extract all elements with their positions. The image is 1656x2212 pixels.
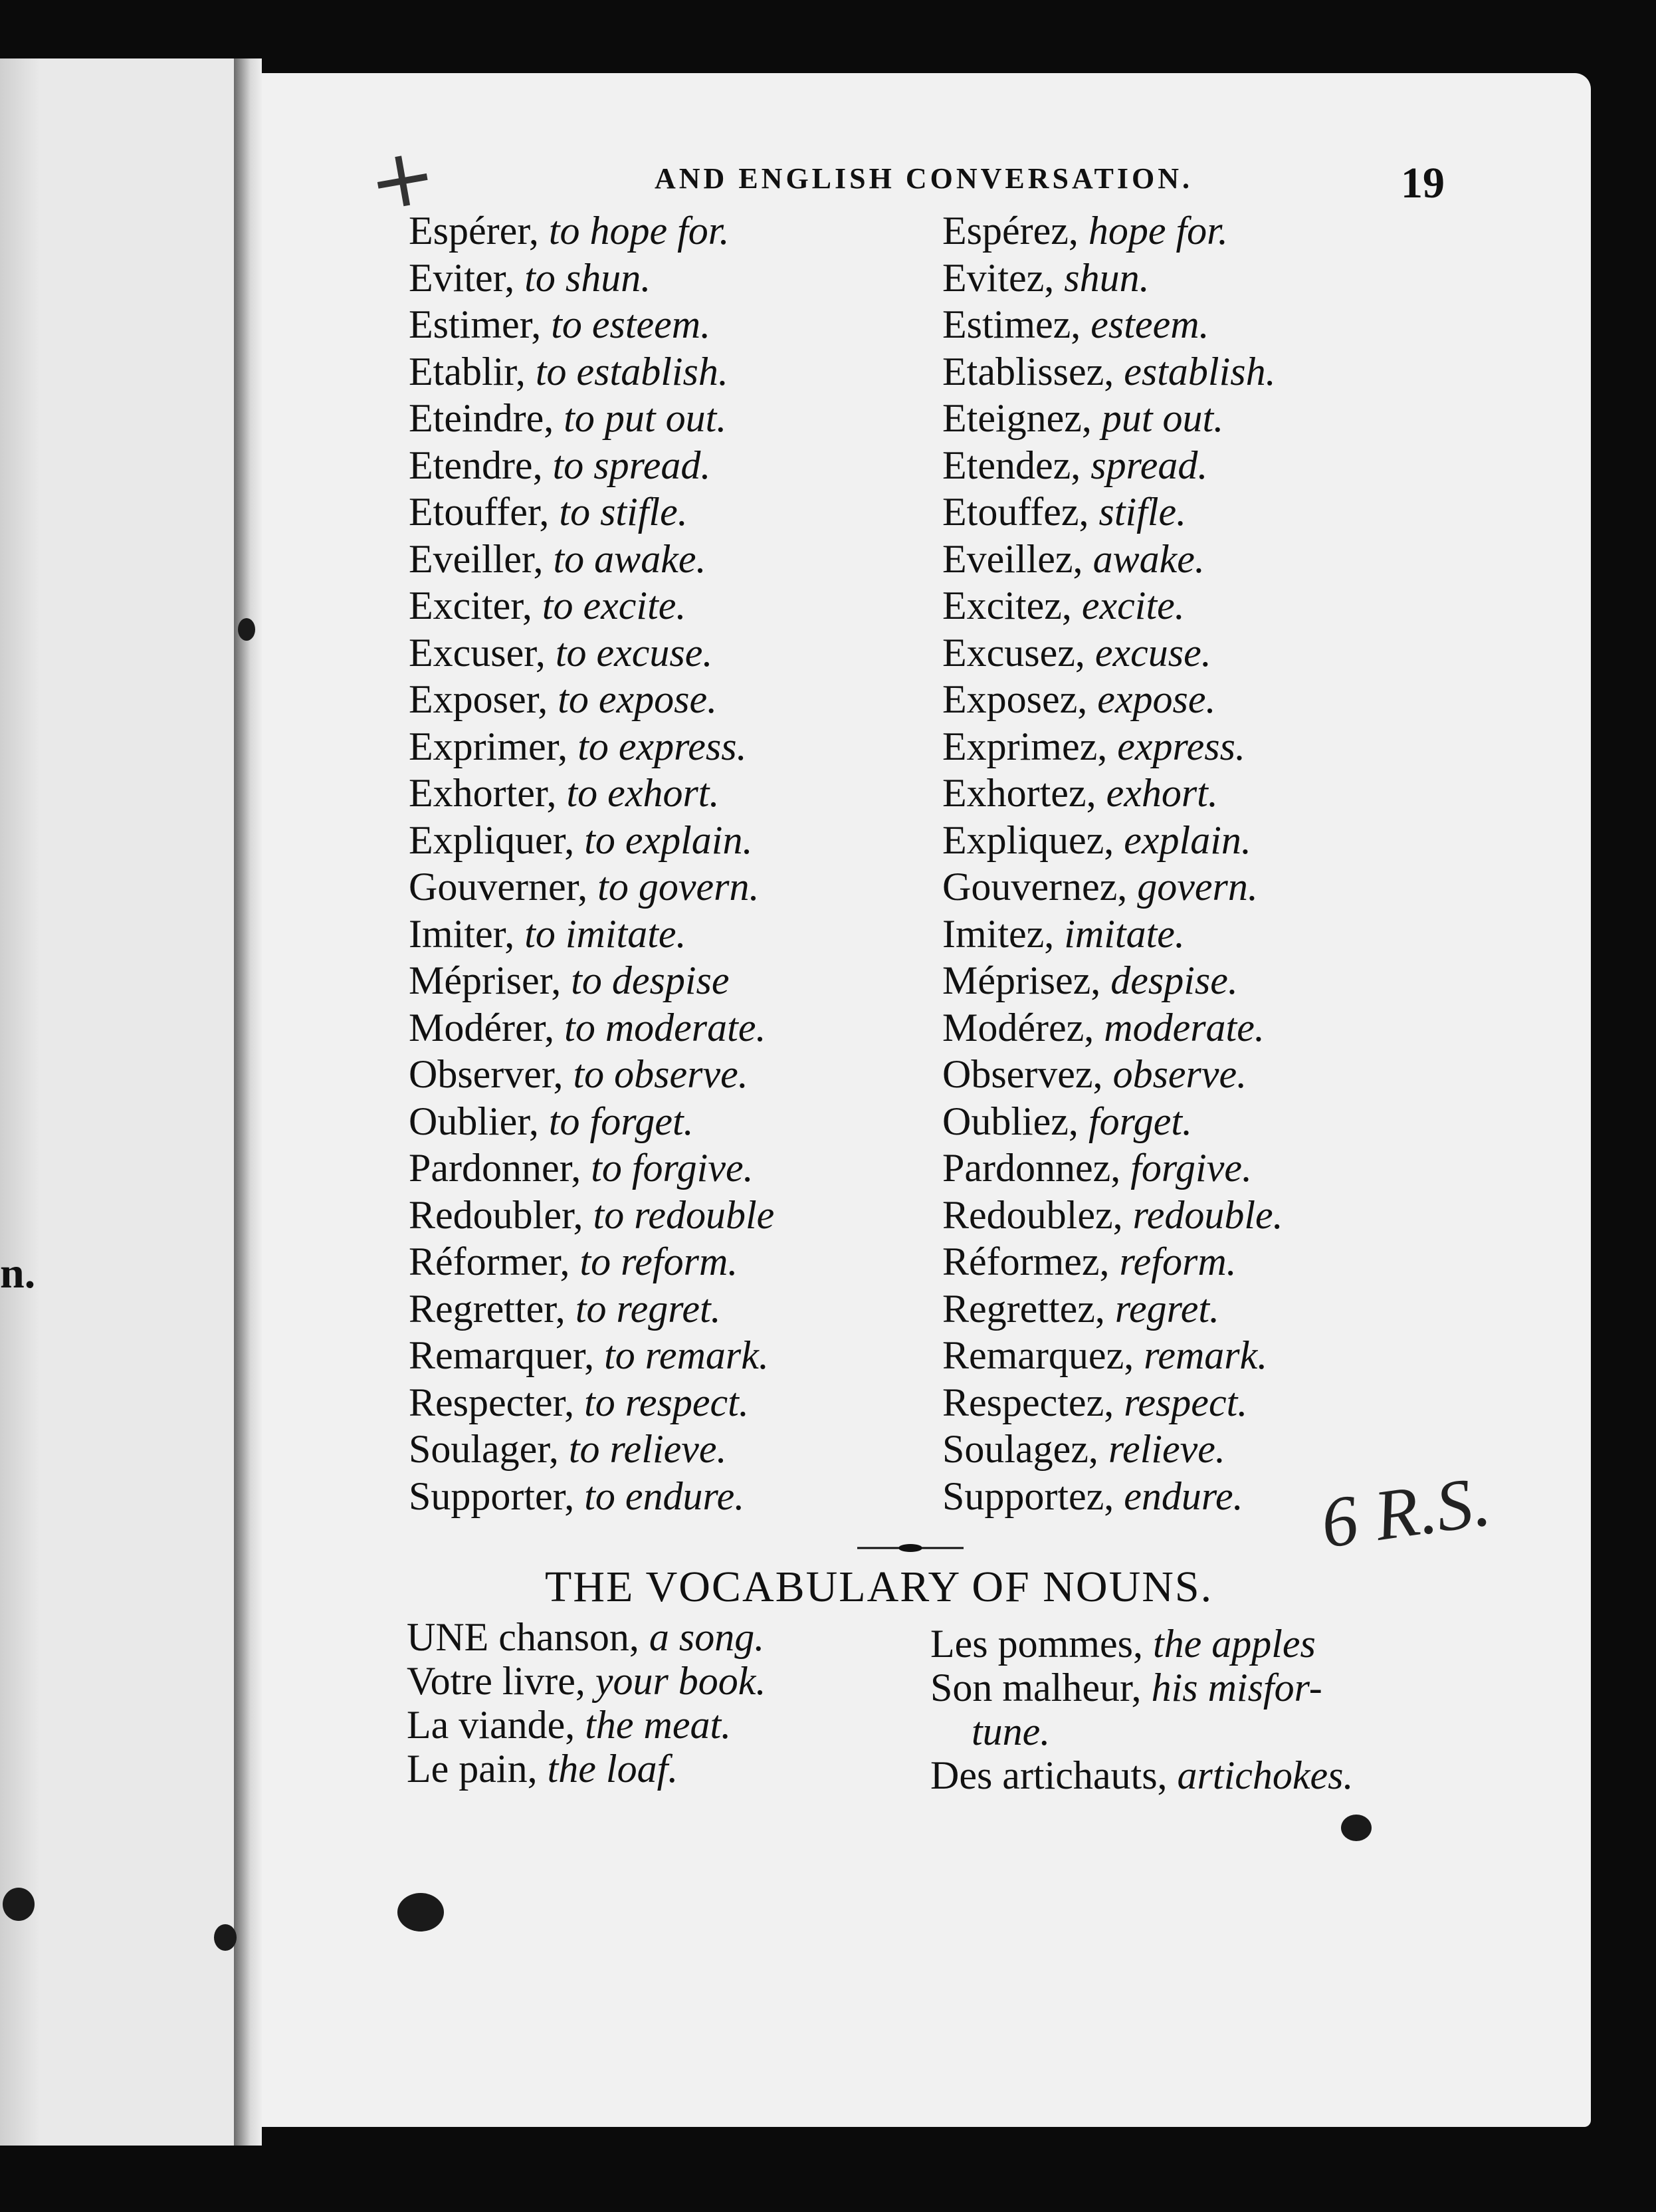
- imperative-entry: [942, 255, 1283, 302]
- english-translation: explain.: [1124, 818, 1251, 862]
- infinitive-entry: [409, 301, 774, 348]
- english-translation: stifle.: [1098, 490, 1187, 534]
- english-translation: respect.: [1124, 1380, 1248, 1424]
- infinitive-entry: [409, 770, 774, 817]
- english-translation: to awake.: [553, 536, 706, 581]
- left-page-edge: [0, 58, 40, 2146]
- english-translation: to endure.: [584, 1474, 745, 1518]
- ink-stain: [214, 1924, 237, 1951]
- french-word: Eveiller,: [409, 536, 544, 581]
- french-word: Estimez,: [942, 302, 1081, 346]
- imperative-entry: [942, 1379, 1283, 1426]
- noun-entry: [407, 1747, 766, 1791]
- french-word: Modérez,: [942, 1005, 1094, 1050]
- imperative-entry: [942, 1051, 1283, 1098]
- imperative-entry: [942, 348, 1283, 395]
- section-title: THE VOCABULARY OF NOUNS.: [545, 1563, 1213, 1611]
- french-word: Etendre,: [409, 443, 543, 487]
- imperative-entry: [942, 957, 1283, 1004]
- french-word: Votre livre,: [407, 1659, 585, 1703]
- infinitive-entry: [409, 1145, 774, 1192]
- imperative-entry: [942, 442, 1283, 489]
- english-translation: exhort.: [1106, 771, 1218, 815]
- french-word: Regrettez,: [942, 1286, 1105, 1331]
- french-word: Evitez,: [942, 255, 1055, 300]
- french-word: Exprimer,: [409, 724, 568, 768]
- noun-entry: [407, 1615, 766, 1659]
- noun-entry: [930, 1622, 1353, 1666]
- french-word: Estimer,: [409, 302, 542, 346]
- french-word: Imitez,: [942, 911, 1055, 956]
- french-word: Imiter,: [409, 911, 515, 956]
- english-translation: to put out.: [564, 396, 727, 440]
- imperative-entry: [942, 207, 1283, 255]
- english-translation: observe.: [1112, 1052, 1247, 1096]
- imperative-entry: [942, 1426, 1283, 1473]
- imperative-entry: [942, 863, 1283, 911]
- french-word: Remarquer,: [409, 1333, 595, 1377]
- english-translation: to hope for.: [548, 209, 730, 253]
- french-word: Modérer,: [409, 1005, 555, 1050]
- french-word: Etouffer,: [409, 490, 550, 534]
- english-translation: forgive.: [1130, 1146, 1252, 1190]
- ink-stain: [397, 1893, 444, 1932]
- english-translation: to excite.: [542, 584, 686, 627]
- page-number: 19: [1401, 159, 1445, 207]
- english-translation: esteem.: [1090, 302, 1209, 346]
- infinitive-entry: [409, 957, 774, 1004]
- french-word: Oubliez,: [942, 1099, 1079, 1143]
- french-word: Exhortez,: [942, 771, 1096, 815]
- infinitive-entry: [409, 255, 774, 302]
- french-word: Oublier,: [409, 1099, 539, 1143]
- english-translation: to explain.: [584, 818, 753, 862]
- french-word: Regretter,: [409, 1286, 566, 1331]
- ink-stain: [1341, 1815, 1372, 1841]
- infinitive-entry: [409, 1426, 774, 1473]
- infinitive-entry: [409, 442, 774, 489]
- english-translation: to moderate.: [564, 1005, 766, 1050]
- french-word: Pardonner,: [409, 1146, 581, 1190]
- english-translation: to govern.: [597, 865, 760, 909]
- french-word: Eteignez,: [942, 396, 1092, 440]
- noun-entry: [930, 1753, 1353, 1797]
- english-translation: put out.: [1101, 396, 1224, 440]
- continuation-text: tune.: [972, 1710, 1051, 1753]
- english-translation: govern.: [1137, 865, 1258, 909]
- french-word: Respecter,: [409, 1380, 575, 1424]
- english-translation: to express.: [577, 724, 747, 768]
- french-word: Expliquer,: [409, 818, 575, 862]
- french-word: Mépriser,: [409, 958, 562, 1002]
- english-translation: establish.: [1124, 349, 1276, 393]
- nouns-left-column: [407, 1615, 766, 1791]
- imperative-entry: [942, 536, 1283, 583]
- french-word: Les pommes,: [930, 1622, 1143, 1666]
- french-word: Exhorter,: [409, 771, 557, 815]
- imperative-entry: [942, 723, 1283, 770]
- french-word: UNE chanson,: [407, 1615, 639, 1659]
- infinitive-entry: [409, 1051, 774, 1098]
- english-translation: artichokes.: [1177, 1753, 1354, 1797]
- infinitive-entry: [409, 863, 774, 911]
- english-translation: redouble.: [1132, 1192, 1283, 1237]
- infinitive-entry: [409, 1238, 774, 1285]
- infinitive-entry: [409, 817, 774, 864]
- imperative-entry: [942, 676, 1283, 723]
- running-head: AND ENGLISH CONVERSATION.: [655, 162, 1193, 195]
- infinitive-entry: [409, 1285, 774, 1333]
- imperative-entry: [942, 489, 1283, 536]
- english-translation: to redouble: [593, 1192, 775, 1237]
- french-word: Gouvernez,: [942, 865, 1128, 909]
- infinitive-entry: [409, 348, 774, 395]
- english-translation: excuse.: [1094, 630, 1211, 675]
- english-translation: regret.: [1114, 1286, 1220, 1331]
- english-translation: your book.: [595, 1659, 766, 1703]
- english-translation: shun.: [1064, 255, 1150, 300]
- infinitive-column: [409, 207, 774, 1519]
- english-translation: to shun.: [524, 255, 651, 300]
- english-translation: despise.: [1110, 958, 1238, 1002]
- french-word: Excitez,: [942, 584, 1072, 627]
- ink-stain: [238, 618, 255, 641]
- left-page-fragment: n.: [0, 1249, 36, 1297]
- english-translation: to establish.: [535, 349, 728, 393]
- english-translation: spread.: [1090, 443, 1208, 487]
- french-word: Excusez,: [942, 630, 1085, 675]
- french-word: Des artichauts,: [930, 1753, 1168, 1797]
- english-translation: the meat.: [585, 1703, 732, 1747]
- infinitive-entry: [409, 489, 774, 536]
- imperative-entry: [942, 1285, 1283, 1333]
- english-translation: the apples: [1152, 1622, 1316, 1666]
- french-word: Etendez,: [942, 443, 1081, 487]
- english-translation: to forget.: [548, 1099, 694, 1143]
- english-translation: to regret.: [575, 1286, 721, 1331]
- english-translation: hope for.: [1088, 209, 1228, 253]
- french-word: Gouverner,: [409, 865, 588, 909]
- english-translation: to esteem.: [551, 302, 711, 346]
- french-word: Respectez,: [942, 1380, 1114, 1424]
- english-translation: to forgive.: [591, 1146, 754, 1190]
- noun-entry-continuation: [930, 1710, 1353, 1753]
- french-word: Réformez,: [942, 1240, 1110, 1283]
- french-word: Supporter,: [409, 1474, 575, 1518]
- infinitive-entry: [409, 1379, 774, 1426]
- left-page: [0, 58, 237, 2146]
- french-word: Méprisez,: [942, 958, 1101, 1002]
- french-word: Soulagez,: [942, 1427, 1098, 1471]
- french-word: Etablissez,: [942, 349, 1114, 393]
- english-translation: to despise: [571, 958, 730, 1002]
- infinitive-entry: [409, 1332, 774, 1379]
- handwritten-annotation: 6 R.S.: [1316, 1461, 1495, 1564]
- english-translation: his misfor-: [1151, 1666, 1322, 1710]
- french-word: Pardonnez,: [942, 1146, 1121, 1190]
- english-translation: express.: [1117, 724, 1245, 768]
- infinitive-entry: [409, 1004, 774, 1051]
- english-translation: to exhort.: [566, 771, 720, 815]
- ornament-divider: [857, 1543, 964, 1553]
- french-word: Observez,: [942, 1052, 1103, 1096]
- english-translation: to respect.: [584, 1380, 749, 1424]
- imperative-entry: [942, 1473, 1283, 1520]
- french-word: Expliquez,: [942, 818, 1114, 862]
- english-translation: expose.: [1097, 677, 1216, 721]
- french-word: La viande,: [407, 1703, 575, 1747]
- infinitive-entry: [409, 536, 774, 583]
- french-word: Soulager,: [409, 1427, 559, 1471]
- french-word: Redoubler,: [409, 1192, 583, 1237]
- english-translation: to imitate.: [524, 911, 686, 956]
- english-translation: moderate.: [1104, 1005, 1265, 1050]
- french-word: Exciter,: [409, 584, 532, 627]
- infinitive-entry: [409, 395, 774, 442]
- infinitive-entry: [409, 1192, 774, 1239]
- french-word: Eveillez,: [942, 536, 1083, 581]
- nouns-right-column: [930, 1622, 1353, 1797]
- french-word: Observer,: [409, 1052, 564, 1096]
- infinitive-entry: [409, 1473, 774, 1520]
- french-word: Etablir,: [409, 349, 526, 393]
- noun-entry: [407, 1659, 766, 1703]
- imperative-entry: [942, 1004, 1283, 1051]
- english-translation: imitate.: [1064, 911, 1185, 956]
- english-translation: to remark.: [604, 1333, 769, 1377]
- french-word: Eviter,: [409, 255, 515, 300]
- infinitive-entry: [409, 676, 774, 723]
- infinitive-entry: [409, 1098, 774, 1145]
- ink-stain: [3, 1888, 35, 1921]
- imperative-entry: [942, 1238, 1283, 1285]
- noun-entry: [930, 1666, 1353, 1710]
- english-translation: to observe.: [573, 1052, 748, 1096]
- english-translation: reform.: [1119, 1240, 1237, 1283]
- english-translation: endure.: [1124, 1474, 1243, 1518]
- imperative-entry: [942, 1332, 1283, 1379]
- infinitive-entry: [409, 582, 774, 629]
- english-translation: to reform.: [579, 1240, 738, 1283]
- french-word: Exposez,: [942, 677, 1088, 721]
- english-translation: awake.: [1092, 536, 1205, 581]
- noun-entry: [407, 1703, 766, 1747]
- english-translation: remark.: [1144, 1333, 1268, 1377]
- english-translation: to relieve.: [568, 1427, 727, 1471]
- french-word: Le pain,: [407, 1747, 538, 1791]
- english-translation: the loaf.: [547, 1747, 678, 1791]
- infinitive-entry: [409, 629, 774, 677]
- french-word: Espérez,: [942, 209, 1079, 253]
- imperative-entry: [942, 1145, 1283, 1192]
- infinitive-entry: [409, 207, 774, 255]
- english-translation: excite.: [1081, 584, 1185, 627]
- book-gutter: [234, 58, 262, 2146]
- imperative-entry: [942, 582, 1283, 629]
- imperative-entry: [942, 817, 1283, 864]
- english-translation: forget.: [1088, 1099, 1193, 1143]
- infinitive-entry: [409, 911, 774, 958]
- french-word: Remarquez,: [942, 1333, 1134, 1377]
- english-translation: a song.: [649, 1615, 765, 1659]
- french-word: Exprimez,: [942, 724, 1108, 768]
- english-translation: to expose.: [558, 677, 718, 721]
- french-word: Espérer,: [409, 209, 539, 253]
- english-translation: to stifle.: [559, 490, 688, 534]
- imperative-entry: [942, 1098, 1283, 1145]
- english-translation: to excuse.: [555, 630, 713, 675]
- imperative-entry: [942, 911, 1283, 958]
- handwritten-cross: +: [361, 128, 443, 231]
- infinitive-entry: [409, 723, 774, 770]
- french-word: Eteindre,: [409, 396, 554, 440]
- french-word: Son malheur,: [930, 1666, 1142, 1710]
- imperative-entry: [942, 301, 1283, 348]
- imperative-entry: [942, 629, 1283, 677]
- french-word: Excuser,: [409, 630, 546, 675]
- imperative-column: [942, 207, 1283, 1519]
- imperative-entry: [942, 1192, 1283, 1239]
- imperative-entry: [942, 395, 1283, 442]
- french-word: Exposer,: [409, 677, 548, 721]
- french-word: Redoublez,: [942, 1192, 1123, 1237]
- english-translation: to spread.: [552, 443, 711, 487]
- french-word: Etouffez,: [942, 490, 1089, 534]
- french-word: Réformer,: [409, 1240, 570, 1283]
- english-translation: relieve.: [1108, 1427, 1225, 1471]
- french-word: Supportez,: [942, 1474, 1114, 1518]
- imperative-entry: [942, 770, 1283, 817]
